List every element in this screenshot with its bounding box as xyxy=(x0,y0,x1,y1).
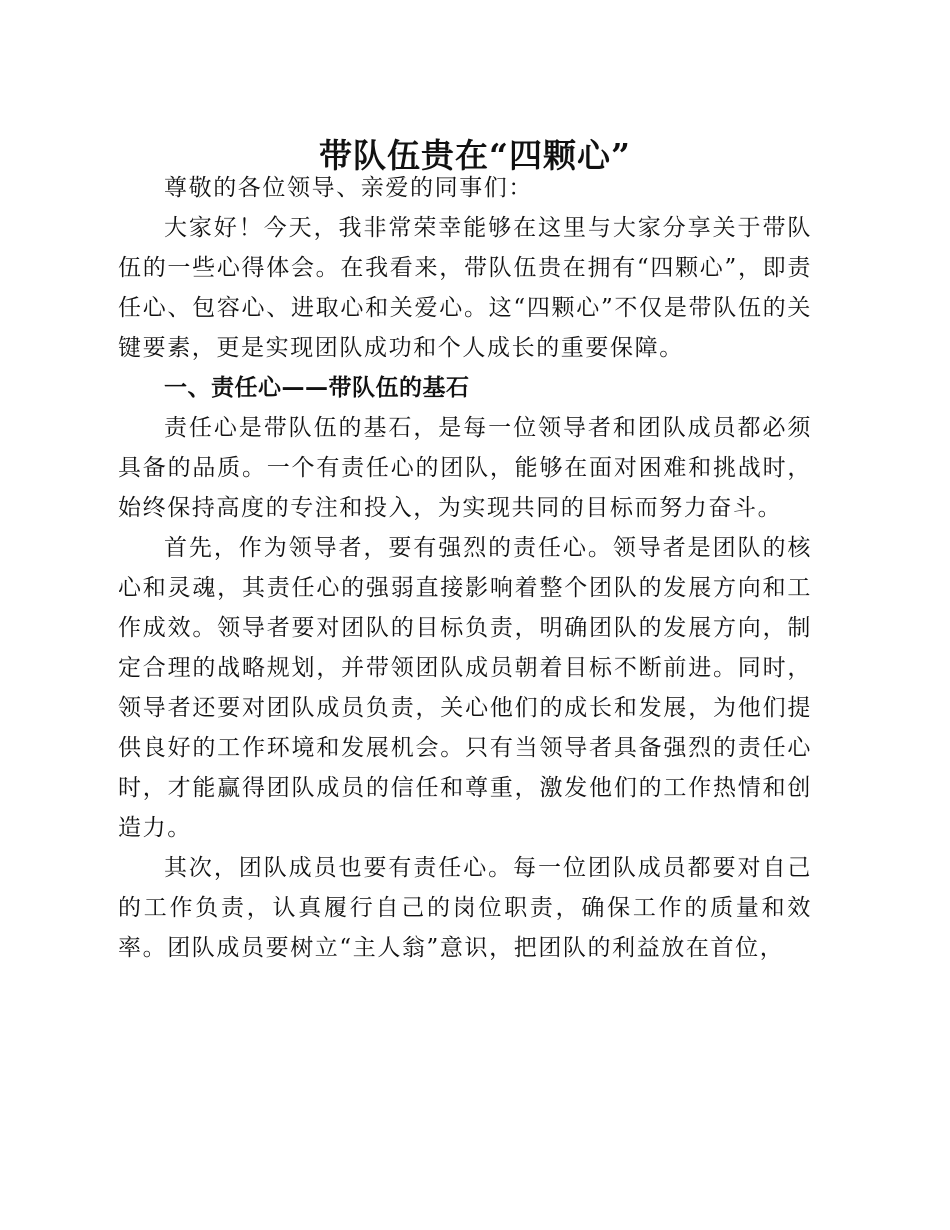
body-paragraph: 其次，团队成员也要有责任心。每一位团队成员都要对自己的工作负责，认真履行自己的岗位职责，确保工作的质量和效率。团队成员要树立“主人翁”意识，把团队的利益放在首位， xyxy=(118,855,812,961)
body-paragraph: 责任心是带队伍的基石，是每一位领导者和团队成员都必须具备的品质。一个有责任心的团队，能够在面对困难和挑战时，始终保持高度的专注和投入，为实现共同的目标而努力奋斗。 xyxy=(118,415,812,521)
document-body xyxy=(118,168,812,968)
salutation-paragraph: 尊敬的各位领导、亲爱的同事们： xyxy=(164,175,533,201)
document-title: 带队伍贵在“四颗心” xyxy=(319,136,631,175)
intro-paragraph: 大家好！今天，我非常荣幸能够在这里与大家分享关于带队伍的一些心得体会。在我看来，带队伍贵在拥有“四颗心”，即责任心、包容心、进取心和关爱心。这“四颗心”不仅是带队伍的关键要素，更是实现团队成功和个人成长的重要保障。 xyxy=(118,215,812,361)
body-paragraph: 首先，作为领导者，要有强烈的责任心。领导者是团队的核心和灵魂，其责任心的强弱直接影响着整个团队的发展方向和工作成效。领导者要对团队的目标负责，明确团队的发展方向，制定合理的战略规划，并带领团队成员朝着目标不断前进。同时，领导者还要对团队成员负责，关心他们的成长和发展，为他们提供良好的工作环境和发展机会。只有当领导者具备强烈的责任心时，才能赢得团队成员的信任和尊重，激发他们的工作热情和创造力。 xyxy=(118,535,812,841)
section-heading: 一、责任心——带队伍的基石 xyxy=(164,375,470,401)
